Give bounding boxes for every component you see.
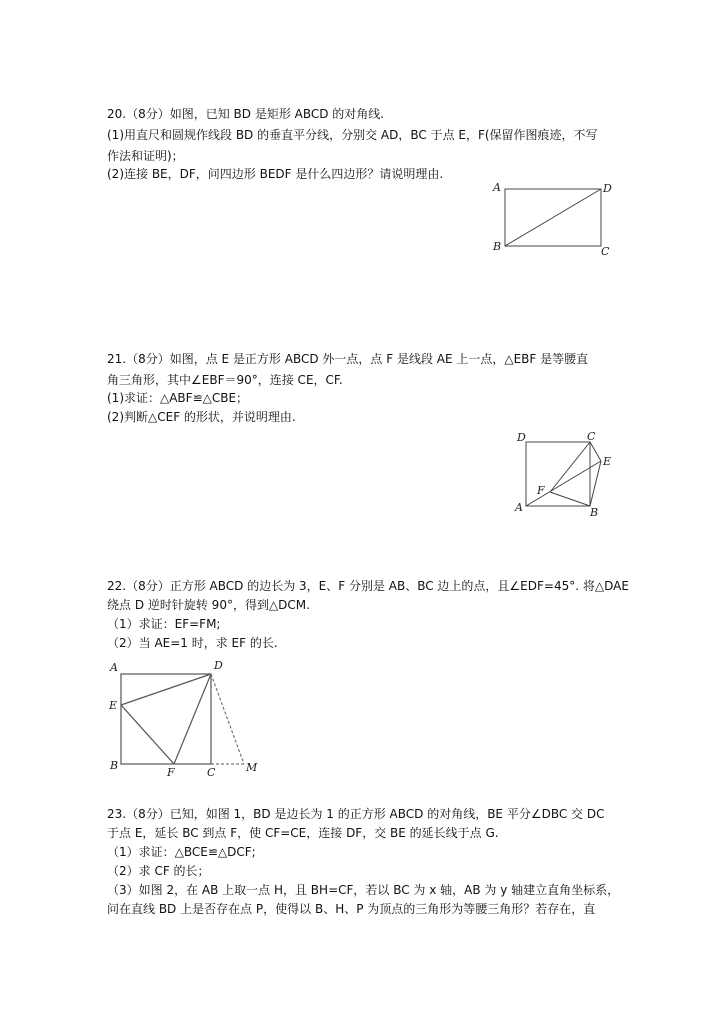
label-c: C — [601, 245, 610, 258]
segment-ef — [121, 705, 174, 764]
q23-line-3: （1）求证：△BCE≌△DCF; — [107, 845, 256, 859]
label-e: E — [109, 699, 118, 712]
q20-line-3: 作法和证明)； — [107, 149, 184, 163]
label-e: E — [603, 455, 612, 468]
label-b: B — [493, 240, 502, 253]
label-c: C — [207, 766, 216, 779]
q20-line-2: (1)用直尺和圆规作线段 BD 的垂直平分线，分别交 AD，BC 于点 E，F(保留作图痕迹，不写 — [107, 128, 598, 142]
q22-figure-rotation — [104, 655, 264, 780]
label-f: F — [537, 484, 545, 497]
label-d: D — [517, 431, 526, 444]
q23-line-6: 问在直线 BD 上是否存在点 P，使得以 B、H、P 为顶点的三角形为等腰三角形？若存在，直 — [107, 902, 596, 916]
label-d: D — [214, 659, 223, 672]
q20-line-4: (2)连接 BE，DF，问四边形 BEDF 是什么四边形？请说明理由. — [107, 167, 444, 181]
segment-ce — [590, 442, 601, 461]
segment-de — [121, 674, 211, 705]
q21-line-4: (2)判断△CEF 的形状，并说明理由. — [107, 410, 296, 424]
q21-line-1: 21.（8分）如图，点 E 是正方形 ABCD 外一点，点 F 是线段 AE 上一点，△EBF 是等腰直 — [107, 352, 589, 366]
label-f: F — [167, 766, 175, 779]
q23-line-1: 23.（8分）已知，如图 1，BD 是边长为 1 的正方形 ABCD 的对角线，BE 平分∠DBC 交 DC — [107, 807, 605, 821]
label-b: B — [590, 506, 599, 519]
segment-dm-dashed — [211, 674, 244, 764]
segment-df — [174, 674, 211, 764]
square-abcd — [526, 442, 590, 506]
segment-fb — [550, 492, 590, 506]
label-a: A — [493, 181, 501, 194]
label-c: C — [587, 430, 596, 443]
label-d: D — [603, 182, 612, 195]
q21-figure-square — [510, 428, 620, 520]
q23-line-5: （3）如图 2，在 AB 上取一点 H，且 BH=CF，若以 BC 为 x 轴，AB 为 y 轴建立直角坐标系， — [107, 883, 620, 897]
segment-cf — [550, 442, 590, 492]
diagonal-bd — [505, 189, 601, 246]
q22-line-2: 绕点 D 逆时针旋转 90°，得到△DCM. — [107, 598, 310, 612]
q22-line-1: 22.（8分）正方形 ABCD 的边长为 3，E、F 分别是 AB、BC 边上的点，且∠EDF=45°. 将△DAE — [107, 579, 629, 593]
label-b: B — [110, 759, 119, 772]
label-a: A — [515, 501, 523, 514]
q21-line-2: 角三角形，其中∠EBF＝90°，连接 CE，CF. — [107, 373, 343, 387]
q23-line-4: （2）求 CF 的长； — [107, 864, 210, 878]
q21-line-3: (1)求证：△ABF≌△CBE； — [107, 391, 249, 405]
segment-eb — [590, 461, 601, 506]
q22-line-3: （1）求证：EF=FM; — [107, 617, 221, 631]
label-m: M — [246, 761, 258, 774]
q22-line-4: （2）当 AE=1 时，求 EF 的长. — [107, 636, 278, 650]
q23-line-2: 于点 E，延长 BC 到点 F，使 CF=CE，连接 DF，交 BE 的延长线于点 G. — [107, 826, 499, 840]
square-abcd — [121, 674, 211, 764]
q20-line-1: 20.（8分）如图，已知 BD 是矩形 ABCD 的对角线. — [107, 107, 385, 121]
label-a: A — [110, 661, 118, 674]
q20-figure-rectangle — [490, 180, 620, 262]
